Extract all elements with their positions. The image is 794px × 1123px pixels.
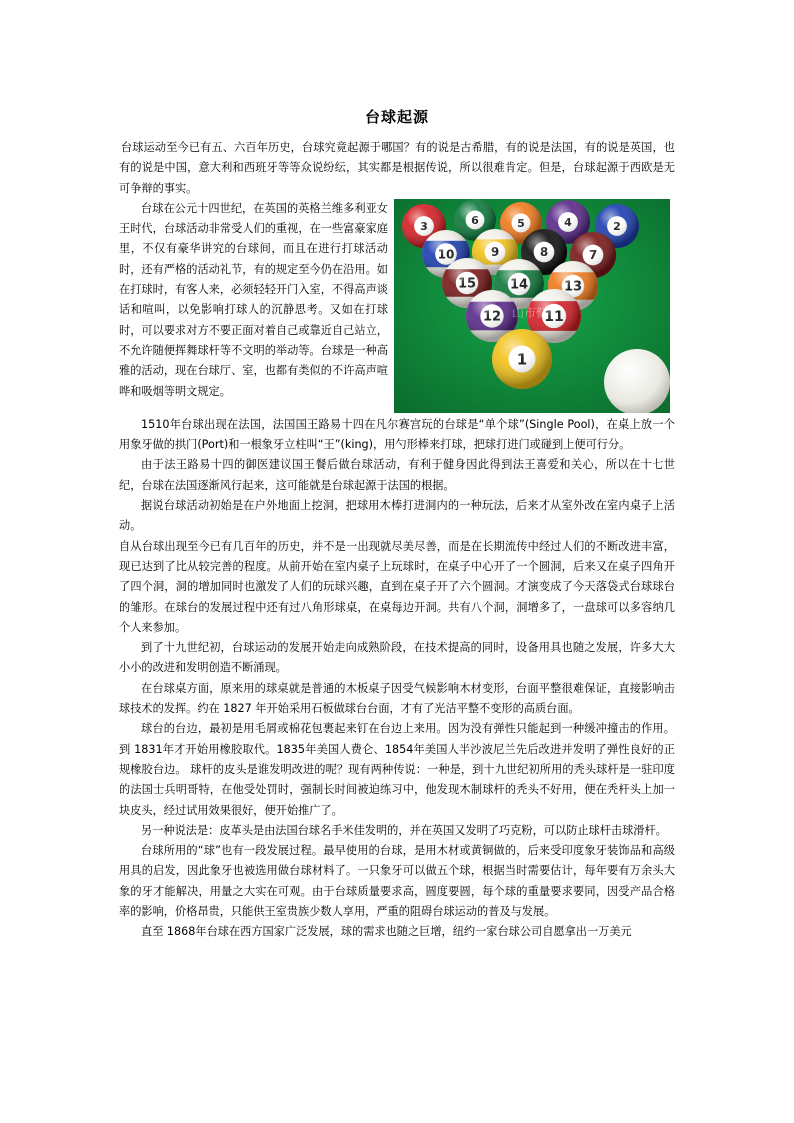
photo-watermark: 山市健 — [512, 305, 549, 320]
paragraph-ball-materials: 台球所用的“球”也有一段发展过程。最早使用的台球，是用木材或黄铜做的，后来受印度象牙装饰品和高级用具的启发，因此象牙也被选用做台球材料了。一只象牙可以做五个球，根据当时需要估计，每年要有万余头大象的牙才能解决，用量之大实在可观。由于台球质量要求高，圆度要圆，每个球的重量要求要同，因受产品合格率的影响，价格昂贵，只能供王室贵族少数人享用，严重的阻碍台球运动的普及与发展。 — [119, 844, 675, 919]
paragraph-slate-table: 在台球桌方面，原来用的球桌就是普通的木板桌子因受气候影响木材变形，台面平整很难保证，直接影响击球技术的发挥。约在 1827 年开始采用石板做球台台面，才有了光洁平整不变形的高质台面。 — [119, 681, 675, 716]
paragraph-outdoor-origin: 据说台球活动初始是在户外地面上挖洞，把球用木棒打进洞内的一种玩法，后来才从室外改在室内桌子上活动。 — [119, 499, 675, 533]
paragraph-france-1510: 1510年台球出现在法国，法国国王路易十四在凡尔赛宫玩的台球是“单个球”(Single Pool)，在桌上放一个用象牙做的拱门(Port)和一根象牙立柱叫“王”(king)，用勺形棒来打球，把球打进门或碰到上便可行分。 — [119, 417, 675, 452]
article-body — [119, 138, 675, 943]
paragraph-1868: 直至 1868年台球在西方国家广泛发展，球的需求也随之巨增，纽约一家台球公司自愿拿出一万美元 — [141, 925, 632, 939]
paragraph-table-evolution: 自从台球出现至今已有几百年的历史，并不是一出现就尽美尽善，而是在长期流传中经过人们的不断改进丰富，现已达到了比从较完善的程度。从前开始在室内桌子上玩球时，在桌子中心开了一个圆洞，后来又在桌子四角开了四个洞，洞的增加同时也激发了人们的玩球兴趣，直到在桌子开了六个圆洞。才演变成了今天落袋式台球球台的雏形。在球台的发展过程中还有过八角形球桌，在桌每边开洞。共有八个洞，洞增多了，一盘球可以多容纳几个人来参加。 — [119, 539, 675, 634]
page-title: 台球起源 — [364, 108, 429, 126]
paragraph-cushions-and-tips: 球台的台边，最初是用毛屑或棉花包裹起来钉在台边上来用。因为没有弹性只能起到一种缓冲撞击的作用。到 1831年才开始用橡胶取代。1835年美国人费仑、1854年美国人半沙波尼兰先后改进并发明了弹性良好的正规橡胶台边。 球杆的皮头是谁发明改进的呢？现有两种传说：一种是，到十九世纪初所用的秃头球杆是一驻印度的法国士兵明哥特，在他受处罚时，强制长时间被迫练习中，他发现木制球杆的秃头不好用，便在秃杆头上加一块皮头，经过试用效果很好，便开始推广了。 — [119, 722, 675, 817]
billiard-ball-1 — [492, 329, 552, 389]
paragraph-louis-xiv: 由于法王路易十四的御医建议国王餐后做台球活动，有利于健身因此得到法王喜爱和关心，所以在十七世纪，台球在法国逐渐风行起来，这可能就是台球起源于法国的根据。 — [119, 458, 675, 492]
billiard-balls-image — [394, 199, 670, 413]
billiard-balls-photo — [394, 199, 670, 413]
paragraph-chalk: 另一种说法是：皮革头是由法国台球名手米佳发明的，并在英国又发明了巧克粉，可以防止球杆击球滑杆。 — [141, 823, 667, 837]
paragraph-19th-century: 到了十九世纪初，台球运动的发展开始走向成熟阶段，在技术提高的同时，设备用具也随之发展，许多大大小小的改进和发明创造不断涌现。 — [119, 641, 675, 675]
cue-ball — [604, 349, 670, 413]
paragraph-intro: 台球运动至今已有五、六百年历史，台球究竟起源于哪国？有的说是古希腊，有的说是法国，有的说是英国，也有的说是中国，意大利和西班牙等等众说纷纭，其实都是根据传说，所以很难肯定。但是，台球起源于西欧是无可争辩的事实。 — [119, 141, 675, 195]
paragraph-victorian-era: 台球在公元十四世纪，在英国的英格兰维多利亚女王时代，台球活动非常受人们的重视，在一些富豪家庭里，不仅有豪华讲究的台球间，而且在进行打球活动时，还有严格的活动礼节，有的规定至今仍在沿用。如在打球时，有客人来，必须轻轻开门入室，不得高声谈话和喧叫，以免影响打球人的沉静思考。又如在打球时，可以要求对方不要正面对着自己或靠近自己站立，不允许随便挥舞球杆等不文明的举动等。台球是一种高雅的活动，现在台球厅、室，也都有类似的不许高声喧哗和吸烟等明文规定。 — [119, 201, 388, 398]
